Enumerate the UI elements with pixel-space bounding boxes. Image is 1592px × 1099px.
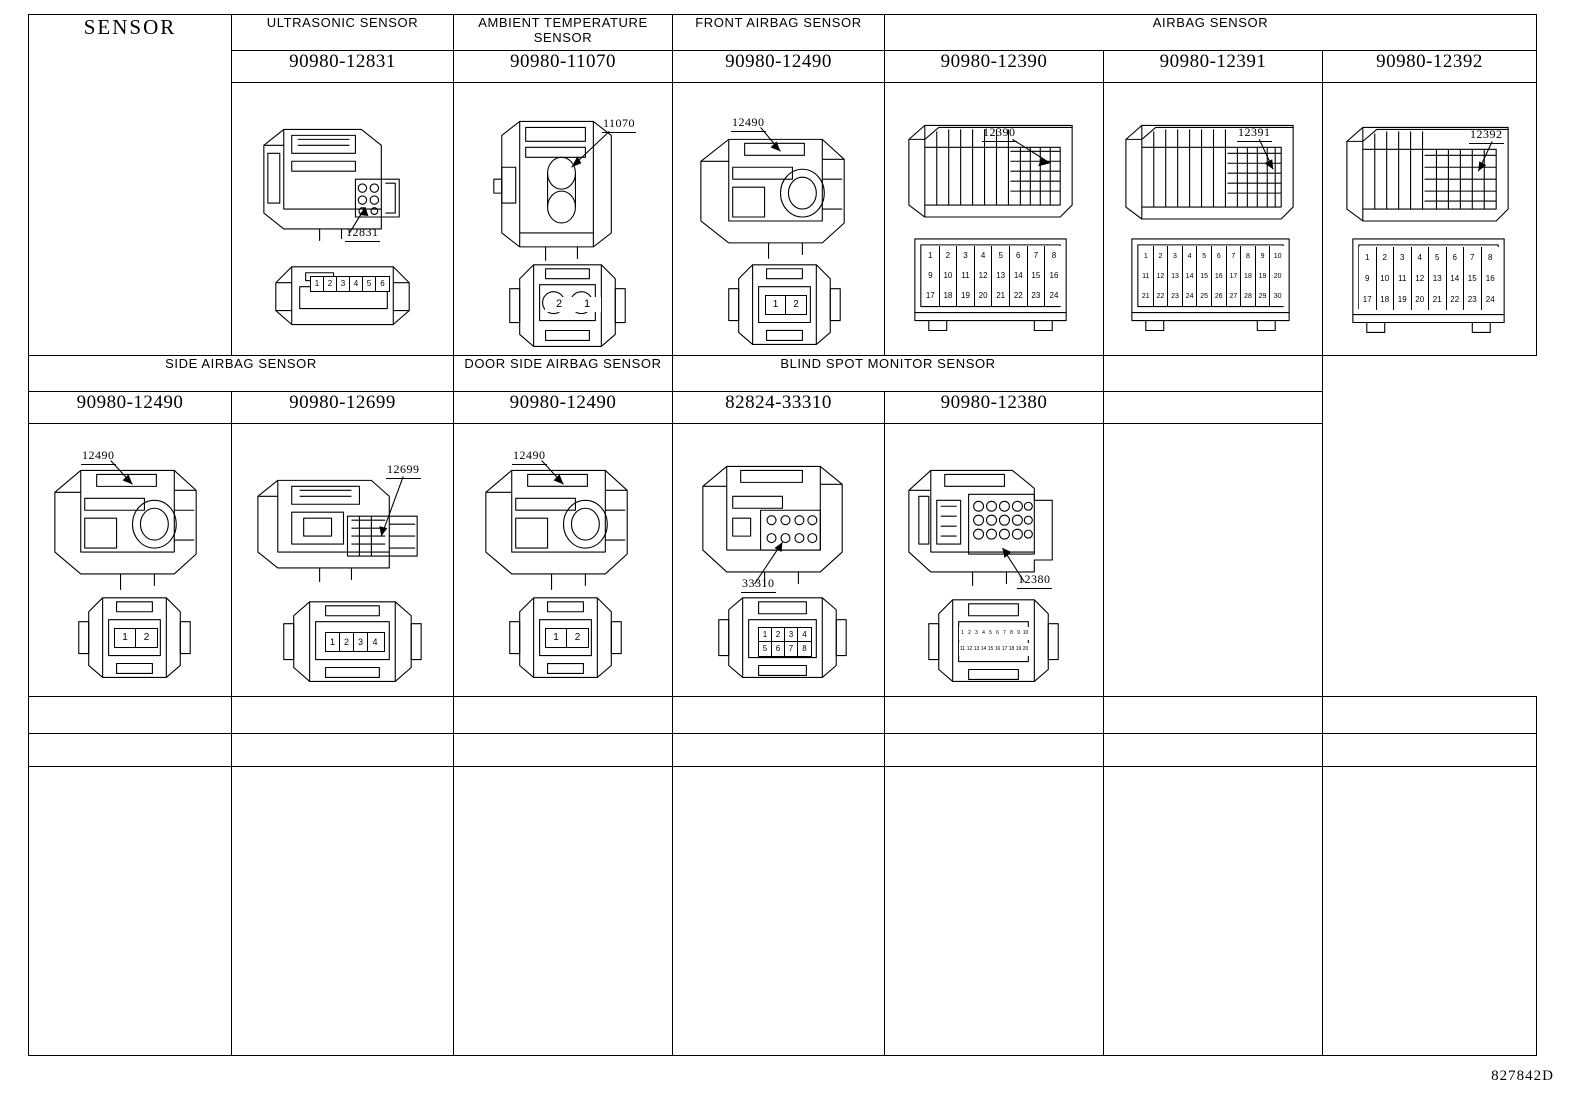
code-90980-12490-door: 90980-12490 bbox=[454, 392, 673, 424]
leader-line-12391 bbox=[1104, 83, 1322, 355]
pin-cell: 14 bbox=[1447, 268, 1465, 289]
figure-cell-front-airbag-12490 bbox=[673, 83, 885, 356]
pin-cell: 9 bbox=[922, 266, 940, 286]
code-90980-12699: 90980-12699 bbox=[232, 392, 454, 424]
blank-cell bbox=[454, 697, 673, 734]
blank-cell bbox=[673, 697, 885, 734]
header-empty-1 bbox=[1104, 356, 1323, 392]
callout-12490-door: 12490 bbox=[512, 448, 547, 465]
pin-cell: 10 bbox=[940, 266, 958, 286]
code-90980-12490-side: 90980-12490 bbox=[29, 392, 232, 424]
pin-cell: 4 bbox=[350, 277, 363, 291]
pin-cell: 10 bbox=[1377, 268, 1395, 289]
pin-cell: 21 bbox=[992, 286, 1010, 306]
pin-cell: 6 bbox=[1212, 246, 1227, 266]
pin-cell: 7 bbox=[785, 642, 798, 656]
callout-12490-side: 12490 bbox=[81, 448, 116, 465]
pin-cell: 11 bbox=[1394, 268, 1412, 289]
pin-cell: 12 bbox=[966, 646, 973, 652]
pin-cell: 14 bbox=[1010, 266, 1028, 286]
blank-cell bbox=[1104, 697, 1323, 734]
pin-cell: 17 bbox=[1227, 266, 1242, 286]
pin-cell: 4 bbox=[1183, 246, 1198, 266]
pin-cell: 27 bbox=[1227, 286, 1242, 306]
pin-cell: 4 bbox=[802, 630, 807, 639]
pin-cell: 4 bbox=[1412, 247, 1430, 268]
pin-cell: 1 bbox=[1359, 247, 1377, 268]
pin-cell: 5 bbox=[992, 246, 1010, 266]
pin-cell: 23 bbox=[1028, 286, 1046, 306]
leader-line-12380 bbox=[885, 424, 1103, 696]
pin-cell: 15 bbox=[1197, 266, 1212, 286]
pin-cell: 2 bbox=[555, 298, 563, 310]
blank-cell bbox=[885, 767, 1104, 1056]
blank-cell bbox=[885, 697, 1104, 734]
pin-cell: 9 bbox=[1359, 268, 1377, 289]
pin-cell: 22 bbox=[1447, 289, 1465, 310]
blank-cell bbox=[454, 734, 673, 767]
pin-cell: 21 bbox=[1139, 286, 1154, 306]
pin-cell: 20 bbox=[1273, 272, 1282, 280]
pin-cell: 17 bbox=[922, 286, 940, 306]
code-90980-12392: 90980-12392 bbox=[1323, 51, 1537, 83]
blank-cell bbox=[1323, 767, 1537, 1056]
pin-cell: 24 bbox=[1183, 286, 1198, 306]
pin-cell: 3 bbox=[975, 630, 978, 636]
header-side-airbag-sensor: SIDE AIRBAG SENSOR bbox=[29, 356, 454, 392]
pin-cell: 3 bbox=[1394, 247, 1412, 268]
pin-cell: 4 bbox=[982, 630, 985, 636]
callout-12390: 12390 bbox=[982, 125, 1017, 142]
pin-cell: 5 bbox=[363, 277, 376, 291]
leader-line-12831 bbox=[232, 83, 453, 355]
pin-cell: 6 bbox=[1447, 247, 1465, 268]
blank-cell bbox=[1323, 734, 1537, 767]
pin-cell: 3 bbox=[957, 246, 975, 266]
parts-diagram-sheet bbox=[28, 14, 1536, 1054]
figure-cell-bsm-33310 bbox=[673, 424, 885, 697]
pin-cell: 15 bbox=[1028, 266, 1046, 286]
pin-cell: 21 bbox=[1429, 289, 1447, 310]
pin-cell: 5 bbox=[989, 630, 992, 636]
pin-cell: 16 bbox=[994, 646, 1001, 652]
pin-cell: 4 bbox=[372, 636, 378, 647]
row1-header-names bbox=[29, 15, 1537, 51]
pin-cell: 11 bbox=[957, 266, 975, 286]
blank-cell bbox=[673, 734, 885, 767]
pin-cell: 12 bbox=[975, 266, 993, 286]
pin-cell: 6 bbox=[996, 630, 999, 636]
pin-cell: 20 bbox=[975, 286, 993, 306]
leader-line-11070 bbox=[454, 83, 672, 355]
pin-cell: 13 bbox=[973, 646, 980, 652]
pin-cell: 18 bbox=[1241, 266, 1256, 286]
code-90980-11070: 90980-11070 bbox=[454, 51, 673, 83]
leader-line-12392 bbox=[1323, 83, 1536, 355]
pin-cell: 11 bbox=[959, 646, 966, 652]
pin-cell: 25 bbox=[1197, 286, 1212, 306]
pin-cell: 17 bbox=[1001, 646, 1008, 652]
pin-cell: 1 bbox=[115, 629, 136, 647]
pin-cell: 2 bbox=[574, 632, 581, 643]
pin-cell: 12 bbox=[1154, 266, 1169, 286]
leader-line-12390 bbox=[885, 83, 1103, 355]
pin-cell: 3 bbox=[785, 628, 798, 642]
pin-cell: 8 bbox=[1051, 251, 1057, 260]
pin-cell: 14 bbox=[1183, 266, 1198, 286]
figure-cell-airbag-12391 bbox=[1104, 83, 1323, 356]
connector-parts-table bbox=[28, 14, 1537, 1056]
pin-cell: 8 bbox=[1488, 252, 1493, 262]
pin-cell: 5 bbox=[759, 642, 772, 656]
blank-cell bbox=[232, 734, 454, 767]
pin-cell: 9 bbox=[1256, 246, 1271, 266]
pin-cell: 9 bbox=[1017, 630, 1020, 636]
code-82824-33310: 82824-33310 bbox=[673, 392, 885, 424]
callout-12392: 12392 bbox=[1469, 127, 1504, 144]
pin-cell: 1 bbox=[922, 246, 940, 266]
pin-cell: 26 bbox=[1212, 286, 1227, 306]
pin-cell: 13 bbox=[1168, 266, 1183, 286]
pin-cell: 8 bbox=[1241, 246, 1256, 266]
callout-12380: 12380 bbox=[1017, 572, 1052, 589]
pin-cell: 18 bbox=[940, 286, 958, 306]
pin-cell: 2 bbox=[968, 630, 971, 636]
pin-cell: 30 bbox=[1273, 292, 1282, 300]
pin-cell: 2 bbox=[340, 633, 354, 651]
leader-line-12490-front bbox=[673, 83, 884, 355]
blank-cell bbox=[29, 734, 232, 767]
pin-cell: 2 bbox=[793, 299, 799, 310]
pin-cell: 2 bbox=[940, 246, 958, 266]
pin-cell: 2 bbox=[772, 628, 785, 642]
pin-cell: 6 bbox=[380, 279, 385, 288]
blank-cell bbox=[1104, 734, 1323, 767]
pin-cell: 2 bbox=[143, 632, 150, 643]
blank-cell bbox=[29, 767, 232, 1056]
blank-row-3 bbox=[29, 767, 1537, 1056]
pin-cell: 12 bbox=[1412, 268, 1430, 289]
pin-cell: 3 bbox=[337, 277, 350, 291]
row2-figures bbox=[29, 424, 1537, 697]
pin-cell: 28 bbox=[1241, 286, 1256, 306]
code-empty-1 bbox=[1104, 392, 1323, 424]
blank-cell bbox=[232, 697, 454, 734]
pin-cell: 1 bbox=[961, 630, 964, 636]
pin-cell: 24 bbox=[1049, 291, 1059, 300]
callout-12699: 12699 bbox=[386, 462, 421, 479]
pin-cell: 7 bbox=[1003, 630, 1006, 636]
pin-cell: 29 bbox=[1256, 286, 1271, 306]
header-ultrasonic-sensor: ULTRASONIC SENSOR bbox=[232, 15, 454, 51]
pin-cell: 13 bbox=[992, 266, 1010, 286]
pin-cell: 1 bbox=[1139, 246, 1154, 266]
pin-cell: 17 bbox=[1359, 289, 1377, 310]
pin-cell: 24 bbox=[1485, 294, 1495, 304]
pin-cell: 18 bbox=[1377, 289, 1395, 310]
pin-cell: 2 bbox=[1377, 247, 1395, 268]
pin-cell: 20 bbox=[1022, 646, 1029, 652]
pin-cell: 16 bbox=[1485, 273, 1495, 283]
figure-cell-airbag-12390 bbox=[885, 83, 1104, 356]
blank-cell bbox=[454, 767, 673, 1056]
code-90980-12831: 90980-12831 bbox=[232, 51, 454, 83]
pin-cell: 22 bbox=[1010, 286, 1028, 306]
figure-cell-bsm-12380 bbox=[885, 424, 1104, 697]
leader-line-12490-door bbox=[454, 424, 672, 696]
pin-cell: 7 bbox=[1227, 246, 1242, 266]
pin-cell: 19 bbox=[1256, 266, 1271, 286]
pin-cell: 1 bbox=[311, 277, 324, 291]
callout-33310: 33310 bbox=[741, 576, 776, 593]
group-label-sensor: SENSOR bbox=[29, 15, 232, 356]
pin-cell: 20 bbox=[1412, 289, 1430, 310]
code-90980-12490: 90980-12490 bbox=[673, 51, 885, 83]
pin-cell: 14 bbox=[980, 646, 987, 652]
figure-cell-side-airbag-12490 bbox=[29, 424, 232, 697]
pin-cell: 1 bbox=[766, 296, 786, 314]
pin-cell: 6 bbox=[772, 642, 785, 656]
pin-cell: 6 bbox=[1010, 246, 1028, 266]
row1-header-codes bbox=[29, 51, 1537, 83]
document-id: 827842D bbox=[1491, 1068, 1554, 1084]
figure-cell-door-side-12490 bbox=[454, 424, 673, 697]
pin-cell: 5 bbox=[1197, 246, 1212, 266]
pin-cell: 10 bbox=[1273, 252, 1282, 260]
callout-12831: 12831 bbox=[345, 225, 380, 242]
blank-cell bbox=[232, 767, 454, 1056]
pin-cell: 19 bbox=[1394, 289, 1412, 310]
pin-cell: 16 bbox=[1049, 271, 1059, 280]
pin-cell: 15 bbox=[1464, 268, 1482, 289]
pin-cell: 3 bbox=[1168, 246, 1183, 266]
figure-cell-ambient-11070 bbox=[454, 83, 673, 356]
pin-cell: 3 bbox=[354, 633, 368, 651]
blank-cell bbox=[1104, 767, 1323, 1056]
figure-cell-ultrasonic-12831 bbox=[232, 83, 454, 356]
leader-line-12490-side bbox=[29, 424, 231, 696]
pin-cell: 7 bbox=[1028, 246, 1046, 266]
pin-cell: 1 bbox=[583, 298, 591, 310]
pin-cell: 4 bbox=[975, 246, 993, 266]
code-90980-12380: 90980-12380 bbox=[885, 392, 1104, 424]
callout-12391: 12391 bbox=[1237, 125, 1272, 142]
header-airbag-sensor: AIRBAG SENSOR bbox=[885, 15, 1537, 51]
figure-cell-side-airbag-12699 bbox=[232, 424, 454, 697]
pin-cell: 2 bbox=[324, 277, 337, 291]
pin-cell: 19 bbox=[957, 286, 975, 306]
blank-row-1 bbox=[29, 697, 1537, 734]
blank-row-2 bbox=[29, 734, 1537, 767]
code-90980-12391: 90980-12391 bbox=[1104, 51, 1323, 83]
blank-cell bbox=[673, 767, 885, 1056]
callout-11070: 11070 bbox=[602, 116, 636, 133]
pin-cell: 13 bbox=[1429, 268, 1447, 289]
pin-cell: 15 bbox=[987, 646, 994, 652]
blank-cell bbox=[1323, 697, 1537, 734]
code-90980-12390: 90980-12390 bbox=[885, 51, 1104, 83]
leader-line-33310 bbox=[673, 424, 884, 696]
header-ambient-temperature-sensor: AMBIENT TEMPERATURE SENSOR bbox=[454, 15, 673, 51]
pin-cell: 7 bbox=[1464, 247, 1482, 268]
row1-figures bbox=[29, 83, 1537, 356]
blank-cell bbox=[885, 734, 1104, 767]
header-door-side-airbag-sensor: DOOR SIDE AIRBAG SENSOR bbox=[454, 356, 673, 392]
pin-cell: 2 bbox=[1154, 246, 1169, 266]
blank-cell bbox=[29, 697, 232, 734]
pin-cell: 22 bbox=[1154, 286, 1169, 306]
figure-cell-airbag-12392 bbox=[1323, 83, 1537, 356]
row2-header-names bbox=[29, 356, 1537, 392]
pin-cell: 10 bbox=[1022, 630, 1029, 636]
pin-cell: 1 bbox=[326, 633, 340, 651]
header-blind-spot-monitor-sensor: BLIND SPOT MONITOR SENSOR bbox=[673, 356, 1104, 392]
callout-12490-front: 12490 bbox=[731, 115, 766, 132]
pin-cell: 8 bbox=[802, 644, 807, 653]
row2-header-codes bbox=[29, 392, 1537, 424]
pin-cell: 8 bbox=[1010, 630, 1013, 636]
pin-cell: 23 bbox=[1464, 289, 1482, 310]
pin-cell: 1 bbox=[759, 628, 772, 642]
pin-cell: 16 bbox=[1212, 266, 1227, 286]
pin-cell: 18 bbox=[1008, 646, 1015, 652]
pin-cell: 19 bbox=[1015, 646, 1022, 652]
pin-cell: 5 bbox=[1429, 247, 1447, 268]
header-front-airbag-sensor: FRONT AIRBAG SENSOR bbox=[673, 15, 885, 51]
figure-cell-empty-1 bbox=[1104, 424, 1323, 697]
pin-cell: 23 bbox=[1168, 286, 1183, 306]
pin-cell: 11 bbox=[1139, 266, 1154, 286]
pin-cell: 1 bbox=[546, 629, 567, 647]
